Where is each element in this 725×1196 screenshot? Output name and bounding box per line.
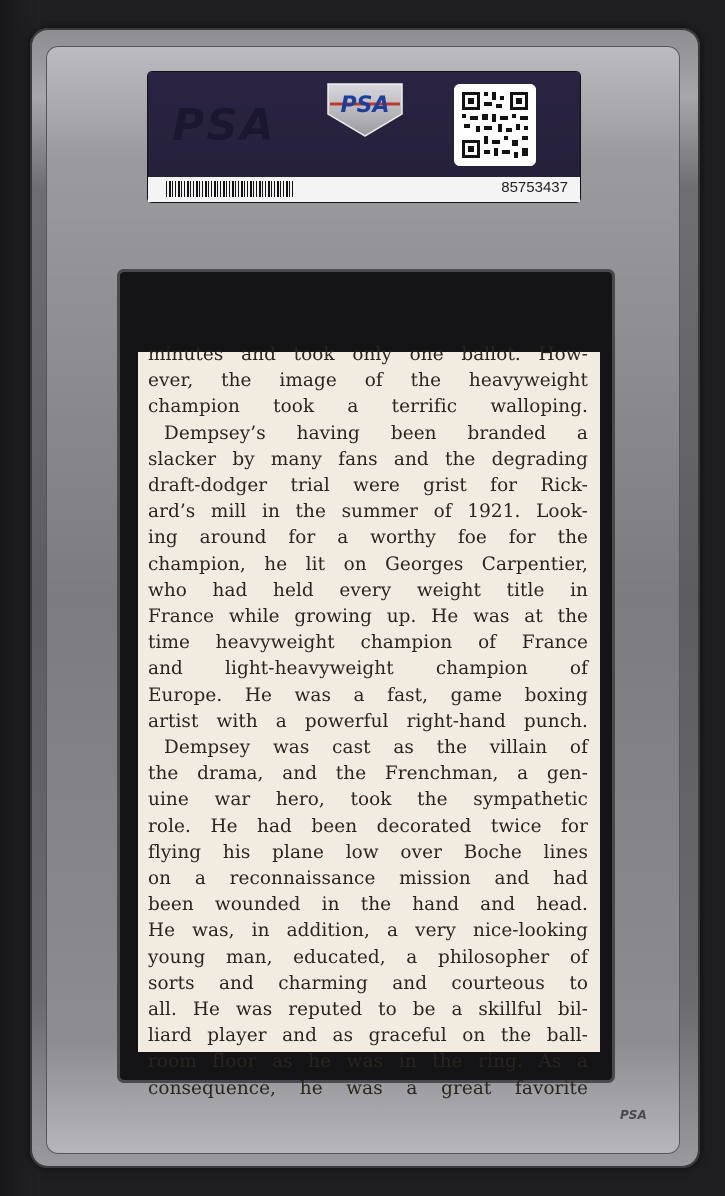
card-text-line: room floor as he was in the ring. As a	[148, 1051, 588, 1073]
card-text-line: champion took a terrific walloping.	[148, 396, 588, 418]
card-text-line: time heavyweight champion of France	[148, 632, 588, 654]
card-text-line: role. He had been decorated twice for	[148, 815, 588, 837]
slab-label	[148, 72, 580, 202]
card-text-line: been wounded in the hand and head.	[148, 894, 588, 916]
card-text-line: champion, he lit on Georges Carpentier,	[148, 553, 588, 575]
psa-wordmark: PSA	[172, 100, 276, 151]
card-text-line: minutes and took only one ballot. How-	[148, 344, 588, 365]
slab-corner-mark: PSA	[620, 1108, 647, 1122]
card-text-line: and light-heavyweight champion of	[148, 658, 588, 680]
label-strip	[148, 177, 580, 202]
card-text-line: Dempsey’s having been branded a	[164, 422, 588, 444]
card-text-line: liard player and as graceful on the ball-	[148, 1025, 588, 1047]
psa-badge-text: PSA	[340, 93, 390, 118]
card-text-line: Dempsey was cast as the villain of	[164, 737, 588, 759]
card-text-line: young man, educated, a philosopher of	[148, 946, 588, 968]
card-text-line: draft-dodger trial were grist for Rick-	[148, 475, 588, 497]
card-text-line: artist with a powerful right-hand punch.	[148, 710, 588, 732]
card-text-line: flying his plane low over Boche lines	[148, 841, 588, 863]
card-text-line: France while growing up. He was at the	[148, 606, 588, 628]
card-text-line: who had held every weight title in	[148, 579, 588, 601]
barcode-icon	[166, 181, 294, 197]
card-back	[138, 344, 600, 1099]
card-text-line: Europe. He was a fast, game boxing	[148, 684, 588, 706]
card-text	[148, 342, 588, 1102]
card-text-line: the drama, and the Frenchman, a gen-	[148, 763, 588, 785]
card-text-line: ever, the image of the heavyweight	[148, 370, 588, 392]
qr-code-icon[interactable]	[454, 84, 536, 166]
cert-number: 85753437	[501, 179, 568, 196]
card-text-line: ard’s mill in the summer of 1921. Look-	[148, 501, 588, 523]
card-text-line: sorts and charming and courteous to	[148, 972, 588, 994]
card-text-line: slacker by many fans and the degrading	[148, 448, 588, 470]
card-text-line: all. He was reputed to be a skillful bil-	[148, 999, 588, 1021]
card-text-line: ing around for a worthy foe for the	[148, 527, 588, 549]
card-text-line: uine war hero, took the sympathetic	[148, 789, 588, 811]
card-text-line: He was, in addition, a very nice-looking	[148, 920, 588, 942]
psa-badge-icon	[324, 80, 406, 140]
card-text-line: consequence, he was a great favorite	[148, 1077, 588, 1099]
card-text-line: on a reconnaissance mission and had	[148, 868, 588, 890]
